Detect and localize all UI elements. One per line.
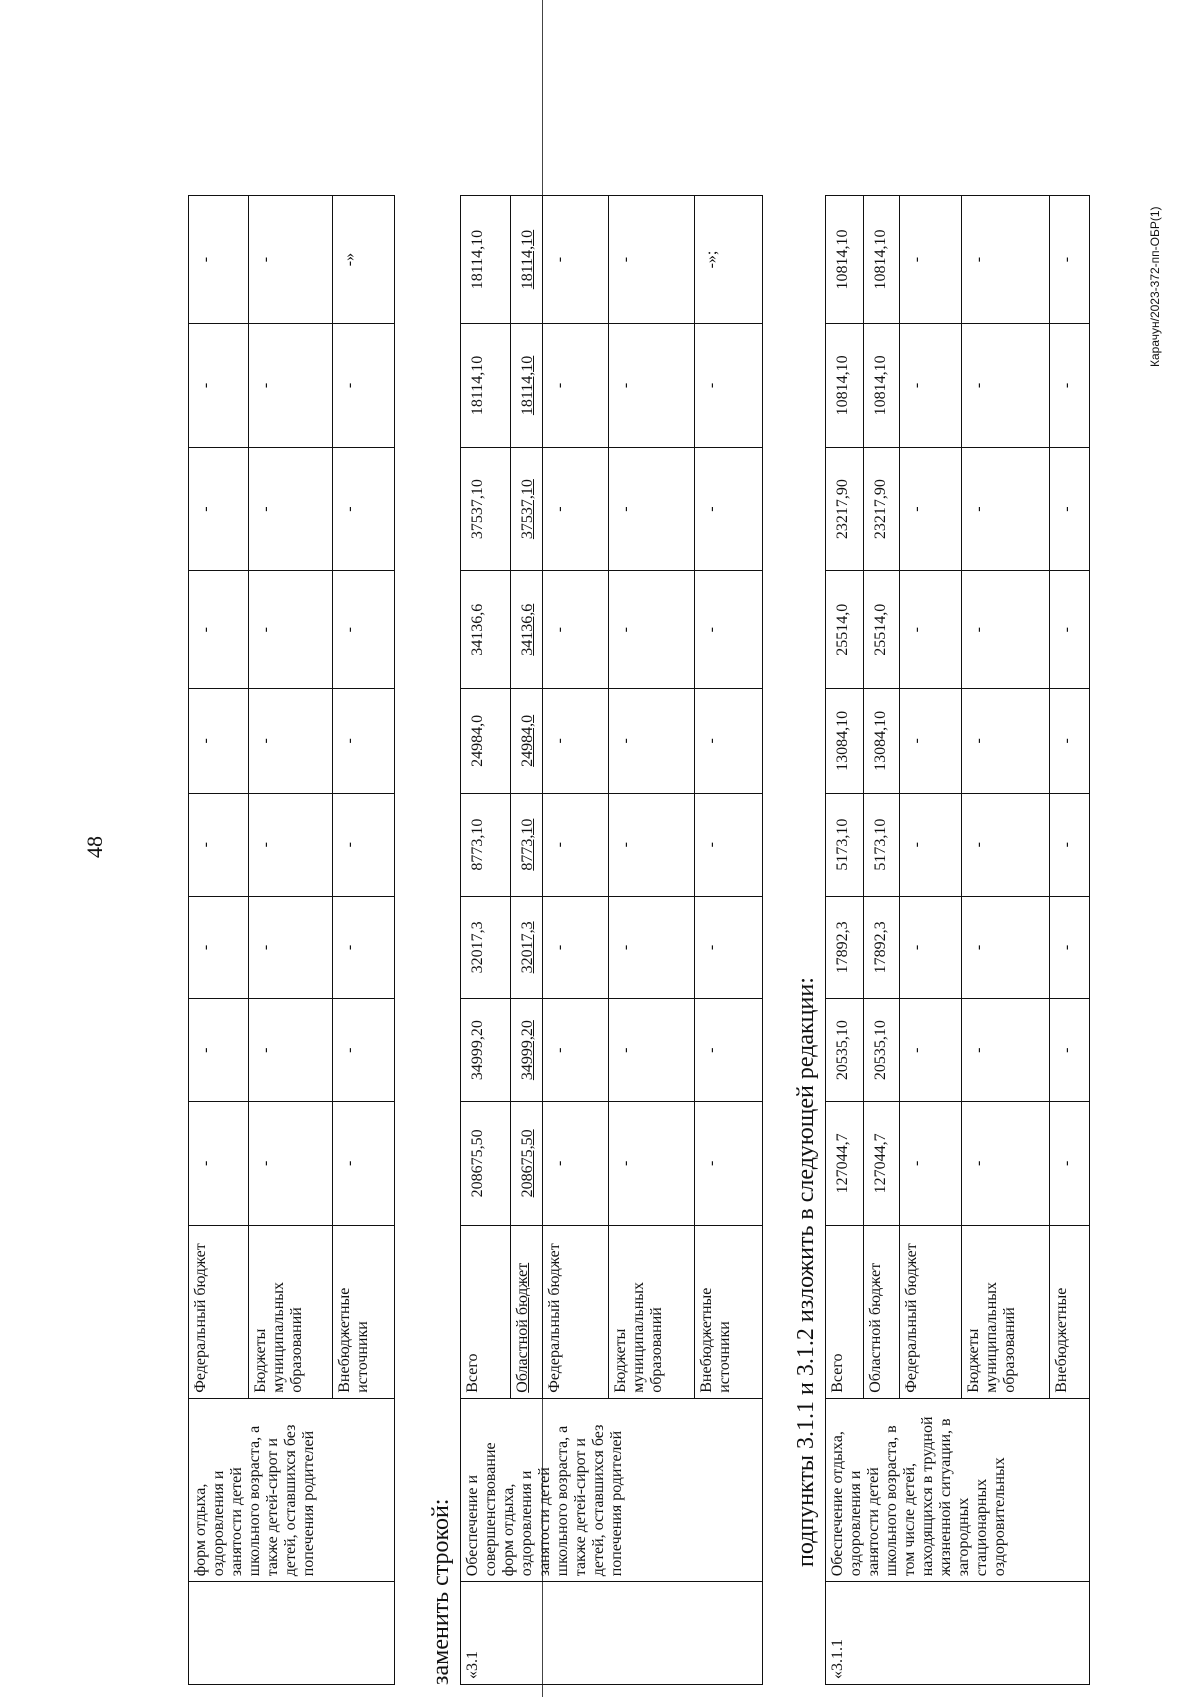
row-source: Бюджеты муниципальных образований bbox=[962, 1225, 1050, 1398]
value-cell: 208675,50 bbox=[511, 1102, 543, 1226]
value-cell: 23217,90 bbox=[864, 447, 900, 571]
value-cell: - bbox=[900, 896, 962, 999]
value-cell: - bbox=[962, 688, 1050, 793]
value-cell: 32017,3 bbox=[461, 896, 511, 999]
row-code bbox=[189, 1582, 395, 1685]
value-cell: 20535,10 bbox=[826, 999, 864, 1102]
value-cell: 208675,50 bbox=[461, 1102, 511, 1226]
value-cell: 13084,10 bbox=[826, 688, 864, 793]
value-cell: 17892,3 bbox=[864, 896, 900, 999]
value-cell: - bbox=[695, 688, 763, 793]
value-cell: - bbox=[1050, 1102, 1090, 1226]
value-cell: - bbox=[609, 688, 695, 793]
value-cell: 34999,20 bbox=[461, 999, 511, 1102]
value-cell: - bbox=[249, 896, 333, 999]
value-cell: - bbox=[333, 688, 395, 793]
row-source: Областной бюджет bbox=[864, 1225, 900, 1398]
value-cell: - bbox=[249, 999, 333, 1102]
value-cell: 8773,10 bbox=[461, 793, 511, 896]
section-title-replace: заменить строкой: bbox=[428, 1498, 454, 1685]
value-cell: 34136,6 bbox=[511, 571, 543, 688]
value-cell: - bbox=[609, 196, 695, 324]
value-cell: 37537,10 bbox=[461, 447, 511, 571]
value-cell: 10814,10 bbox=[826, 196, 864, 324]
value-cell: - bbox=[609, 999, 695, 1102]
page-number: 48 bbox=[82, 836, 107, 858]
value-cell: - bbox=[249, 1102, 333, 1226]
value-cell: 24984,0 bbox=[511, 688, 543, 793]
value-cell: 18114,10 bbox=[461, 196, 511, 324]
value-cell: -» bbox=[333, 196, 395, 324]
document-code: Карачун/2023-372-пп-ОБР(1) bbox=[1148, 206, 1162, 367]
row-source: Федеральный бюджет bbox=[543, 1225, 609, 1398]
value-cell: - bbox=[333, 1102, 395, 1226]
value-cell: - bbox=[189, 196, 249, 324]
value-cell: - bbox=[189, 324, 249, 448]
value-cell: - bbox=[1050, 999, 1090, 1102]
value-cell: - bbox=[900, 571, 962, 688]
value-cell: - bbox=[962, 571, 1050, 688]
value-cell: - bbox=[189, 1102, 249, 1226]
value-cell: 10814,10 bbox=[826, 324, 864, 448]
value-cell: 10814,10 bbox=[864, 196, 900, 324]
value-cell: - bbox=[189, 688, 249, 793]
value-cell: - bbox=[609, 793, 695, 896]
value-cell: - bbox=[543, 793, 609, 896]
value-cell: - bbox=[543, 1102, 609, 1226]
value-cell: - bbox=[333, 324, 395, 448]
value-cell: - bbox=[1050, 793, 1090, 896]
value-cell: - bbox=[900, 196, 962, 324]
row-source: Областной бюджет bbox=[511, 1225, 543, 1398]
value-cell: - bbox=[333, 793, 395, 896]
value-cell: - bbox=[543, 196, 609, 324]
value-cell: 127044,7 bbox=[826, 1102, 864, 1226]
row-source: Всего bbox=[461, 1225, 511, 1398]
value-cell: 8773,10 bbox=[511, 793, 543, 896]
value-cell: - bbox=[543, 571, 609, 688]
value-cell: - bbox=[189, 896, 249, 999]
row-name: Обеспечение отдыха, оздоровления и занятости детей школьного возраста, в том числе детей, находящихся в трудной жизненной ситуации, в загородных стационарных оздоровительных bbox=[826, 1398, 1090, 1582]
value-cell: - bbox=[962, 1102, 1050, 1226]
row-source: Федеральный бюджет bbox=[900, 1225, 962, 1398]
value-cell: - bbox=[333, 571, 395, 688]
value-cell: - bbox=[609, 447, 695, 571]
value-cell: - bbox=[1050, 896, 1090, 999]
value-cell: - bbox=[543, 324, 609, 448]
value-cell: - bbox=[543, 447, 609, 571]
value-cell: - bbox=[900, 793, 962, 896]
table-row bbox=[189, 196, 249, 1685]
value-cell: - bbox=[333, 896, 395, 999]
value-cell: - bbox=[695, 324, 763, 448]
value-cell: - bbox=[695, 571, 763, 688]
value-cell: - bbox=[609, 324, 695, 448]
value-cell: - bbox=[609, 1102, 695, 1226]
value-cell: 37537,10 bbox=[511, 447, 543, 571]
row-source: Всего bbox=[826, 1225, 864, 1398]
value-cell: - bbox=[249, 688, 333, 793]
value-cell: - bbox=[543, 999, 609, 1102]
value-cell: - bbox=[695, 793, 763, 896]
value-cell: - bbox=[900, 999, 962, 1102]
value-cell: - bbox=[333, 999, 395, 1102]
value-cell: - bbox=[962, 447, 1050, 571]
value-cell: 18114,10 bbox=[461, 324, 511, 448]
value-cell: 17892,3 bbox=[826, 896, 864, 999]
value-cell: - bbox=[900, 447, 962, 571]
value-cell: - bbox=[695, 999, 763, 1102]
row-source: Бюджеты муниципальных образований bbox=[609, 1225, 695, 1398]
value-cell: - bbox=[695, 447, 763, 571]
value-cell: - bbox=[1050, 571, 1090, 688]
section-title-subitems: подпункты 3.1.1 и 3.1.2 изложить в следующей редакции: bbox=[793, 977, 819, 1567]
row-source: Внебюджетные источники bbox=[333, 1225, 395, 1398]
row-source: Федеральный бюджет bbox=[189, 1225, 249, 1398]
value-cell: - bbox=[695, 896, 763, 999]
table-row bbox=[826, 196, 864, 1685]
value-cell: - bbox=[900, 688, 962, 793]
value-cell: 5173,10 bbox=[864, 793, 900, 896]
row-source: Внебюджетные bbox=[1050, 1225, 1090, 1398]
value-cell: - bbox=[962, 324, 1050, 448]
value-cell: - bbox=[900, 324, 962, 448]
value-cell: - bbox=[249, 571, 333, 688]
value-cell: 32017,3 bbox=[511, 896, 543, 999]
value-cell: 20535,10 bbox=[864, 999, 900, 1102]
value-cell: - bbox=[1050, 324, 1090, 448]
value-cell: - bbox=[249, 447, 333, 571]
value-cell: 18114,10 bbox=[511, 196, 543, 324]
value-cell: - bbox=[249, 196, 333, 324]
value-cell: - bbox=[1050, 196, 1090, 324]
value-cell: - bbox=[189, 447, 249, 571]
table-row bbox=[461, 196, 511, 1685]
budget-table-replacement bbox=[460, 195, 763, 1685]
value-cell: - bbox=[333, 447, 395, 571]
value-cell: - bbox=[1050, 447, 1090, 571]
value-cell: - bbox=[189, 793, 249, 896]
value-cell: - bbox=[695, 1102, 763, 1226]
value-cell: - bbox=[609, 571, 695, 688]
value-cell: 13084,10 bbox=[864, 688, 900, 793]
row-name: Обеспечение и совершенствование форм отдыха, оздоровления и занятости детей школьного возраста, а также детей-сирот и детей, оставшихся без попечения родителей bbox=[461, 1398, 763, 1582]
value-cell: - bbox=[900, 1102, 962, 1226]
row-source: Бюджеты муниципальных образований bbox=[249, 1225, 333, 1398]
value-cell: 127044,7 bbox=[864, 1102, 900, 1226]
row-source: Внебюджетные источники bbox=[695, 1225, 763, 1398]
value-cell: - bbox=[249, 793, 333, 896]
row-code: «3.1 bbox=[461, 1582, 763, 1685]
value-cell: -»; bbox=[695, 196, 763, 324]
value-cell: - bbox=[189, 999, 249, 1102]
value-cell: 25514,0 bbox=[864, 571, 900, 688]
value-cell: 23217,90 bbox=[826, 447, 864, 571]
value-cell: - bbox=[189, 571, 249, 688]
value-cell: 18114,10 bbox=[511, 324, 543, 448]
row-name: форм отдыха, оздоровления и занятости детей школьного возраста, а также детей-сирот и детей, оставшихся без попечения родителей bbox=[189, 1398, 395, 1582]
value-cell: - bbox=[249, 324, 333, 448]
value-cell: - bbox=[543, 688, 609, 793]
value-cell: - bbox=[962, 196, 1050, 324]
value-cell: 5173,10 bbox=[826, 793, 864, 896]
value-cell: - bbox=[609, 896, 695, 999]
value-cell: - bbox=[962, 896, 1050, 999]
value-cell: - bbox=[962, 999, 1050, 1102]
budget-table-continuation bbox=[188, 195, 395, 1685]
value-cell: 10814,10 bbox=[864, 324, 900, 448]
value-cell: - bbox=[962, 793, 1050, 896]
value-cell: 25514,0 bbox=[826, 571, 864, 688]
value-cell: 24984,0 bbox=[461, 688, 511, 793]
value-cell: 34999,20 bbox=[511, 999, 543, 1102]
budget-table-subitems bbox=[825, 195, 1090, 1685]
value-cell: - bbox=[543, 896, 609, 999]
row-code: «3.1.1 bbox=[826, 1582, 1090, 1685]
value-cell: 34136,6 bbox=[461, 571, 511, 688]
value-cell: - bbox=[1050, 688, 1090, 793]
